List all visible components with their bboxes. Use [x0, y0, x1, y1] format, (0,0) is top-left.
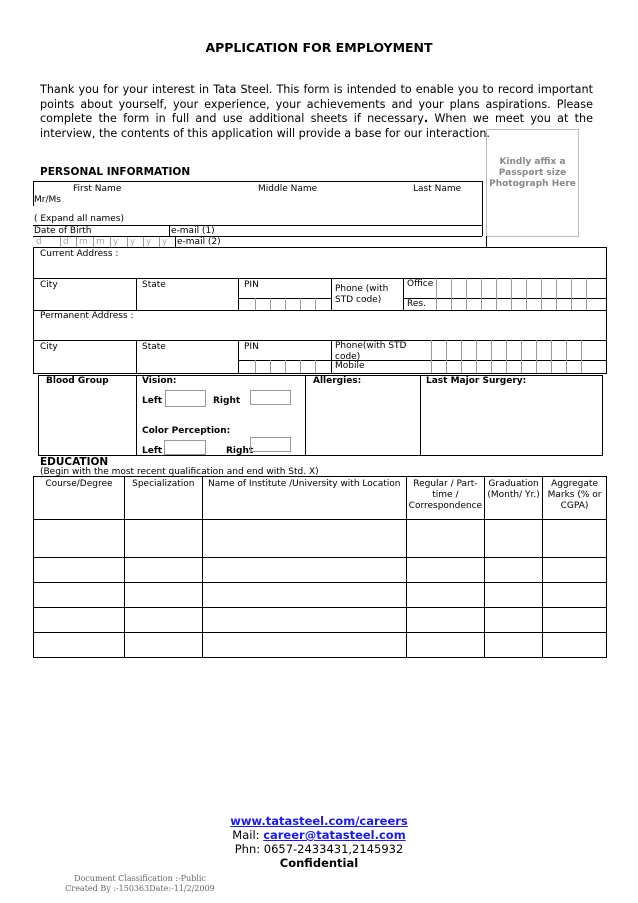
dob-y2[interactable]: y: [130, 237, 136, 247]
permanent-address-label: Permanent Address :: [40, 311, 134, 321]
expand-names-note: ( Expand all names): [34, 214, 124, 224]
table-row[interactable]: [34, 633, 607, 658]
vision-left-label: Left: [142, 396, 163, 406]
permanent-address-field[interactable]: [140, 311, 600, 337]
education-table: [33, 476, 607, 658]
dob-label: Date of Birth: [34, 226, 92, 236]
table-row[interactable]: [34, 608, 607, 633]
color-right-box[interactable]: [250, 437, 291, 452]
website-link[interactable]: www.tatasteel.com/careers: [230, 814, 408, 828]
col-course: Course/Degree: [34, 477, 125, 520]
dob-d2[interactable]: d: [63, 237, 69, 247]
email2-label: e-mail (2): [177, 237, 221, 247]
mail-link[interactable]: career@tatasteel.com: [263, 828, 406, 842]
photo-box[interactable]: Kindly affix a Passport size Photograph Here: [486, 129, 579, 237]
mobile-label: Mobile: [335, 361, 365, 371]
dob-y3[interactable]: y: [146, 237, 152, 247]
dob-y1[interactable]: y: [113, 237, 119, 247]
vision-left-box[interactable]: [165, 390, 206, 407]
phone-std-label: Phone (with STD code): [335, 284, 389, 305]
city-label: City: [40, 280, 58, 290]
name-field[interactable]: [60, 193, 480, 205]
phone-std2-label: Phone(with STD code): [335, 341, 407, 362]
dob-d1[interactable]: d: [36, 237, 42, 247]
dob-m1[interactable]: m: [79, 237, 88, 247]
doc-classification: Document Classification :-Public Created By :-150363Date:-11/2/2009: [65, 874, 215, 893]
vision-right-label: Right: [213, 396, 241, 406]
footer-phone: Phn: 0657-2433431,2145932: [234, 842, 404, 856]
footer-website-line: [0, 814, 638, 828]
intro-paragraph: Thank you for your interest in Tata Steel. This form is intended to enable you to record important points about yourself, your experience, your achievements and your plans aspirations. Please complete the form in full and use additional sheets if necessary. When we meet you at the interview, the contents of this application will provide a base for our interaction.: [40, 83, 593, 140]
footer-mail-line: Mail: career@tatasteel.com: [232, 828, 406, 842]
col-specialization: Specialization: [124, 477, 202, 520]
confidential-label: Confidential: [279, 856, 359, 870]
vision-right-box[interactable]: [250, 390, 291, 405]
salutation-label: Mr/Ms: [34, 195, 61, 205]
color-right-label: Right: [226, 446, 254, 456]
dob-m2[interactable]: m: [96, 237, 105, 247]
blood-group-label: Blood Group: [46, 376, 109, 386]
current-address-field[interactable]: [130, 249, 600, 275]
dob-y4[interactable]: y: [162, 237, 168, 247]
allergies-label: Allergies:: [313, 376, 362, 386]
col-graduation: Graduation (Month/ Yr.): [485, 477, 543, 520]
pin-label: PIN: [244, 280, 259, 290]
col-marks: Aggregate Marks (% or CGPA): [543, 477, 607, 520]
vision-label: Vision:: [142, 376, 177, 386]
middle-name-label: Middle Name: [258, 184, 318, 194]
education-heading: EDUCATION: [40, 456, 109, 468]
pin2-label: PIN: [244, 342, 259, 352]
current-address-label: Current Address :: [40, 249, 119, 259]
color-left-label: Left: [142, 446, 163, 456]
email1-label: e-mail (1): [171, 226, 215, 236]
color-perception-label: Color Perception:: [142, 426, 231, 436]
color-left-box[interactable]: [164, 440, 206, 455]
first-name-label: First Name: [73, 184, 122, 194]
office-phone-label: Office: [407, 279, 434, 289]
table-row[interactable]: [34, 558, 607, 583]
col-institute: Name of Institute /University with Location: [202, 477, 406, 520]
res-phone-label: Res.: [407, 299, 426, 309]
state-label: State: [142, 280, 166, 290]
education-note: (Begin with the most recent qualification and end with Std. X): [40, 467, 319, 477]
city2-label: City: [40, 342, 58, 352]
surgery-label: Last Major Surgery:: [426, 376, 527, 386]
page-title: APPLICATION FOR EMPLOYMENT: [205, 40, 433, 55]
table-row[interactable]: [34, 520, 607, 558]
state2-label: State: [142, 342, 166, 352]
col-mode: Regular / Part-time / Correspondence: [406, 477, 484, 520]
personal-heading: PERSONAL INFORMATION: [40, 166, 191, 178]
last-name-label: Last Name: [413, 184, 462, 194]
table-row[interactable]: [34, 583, 607, 608]
